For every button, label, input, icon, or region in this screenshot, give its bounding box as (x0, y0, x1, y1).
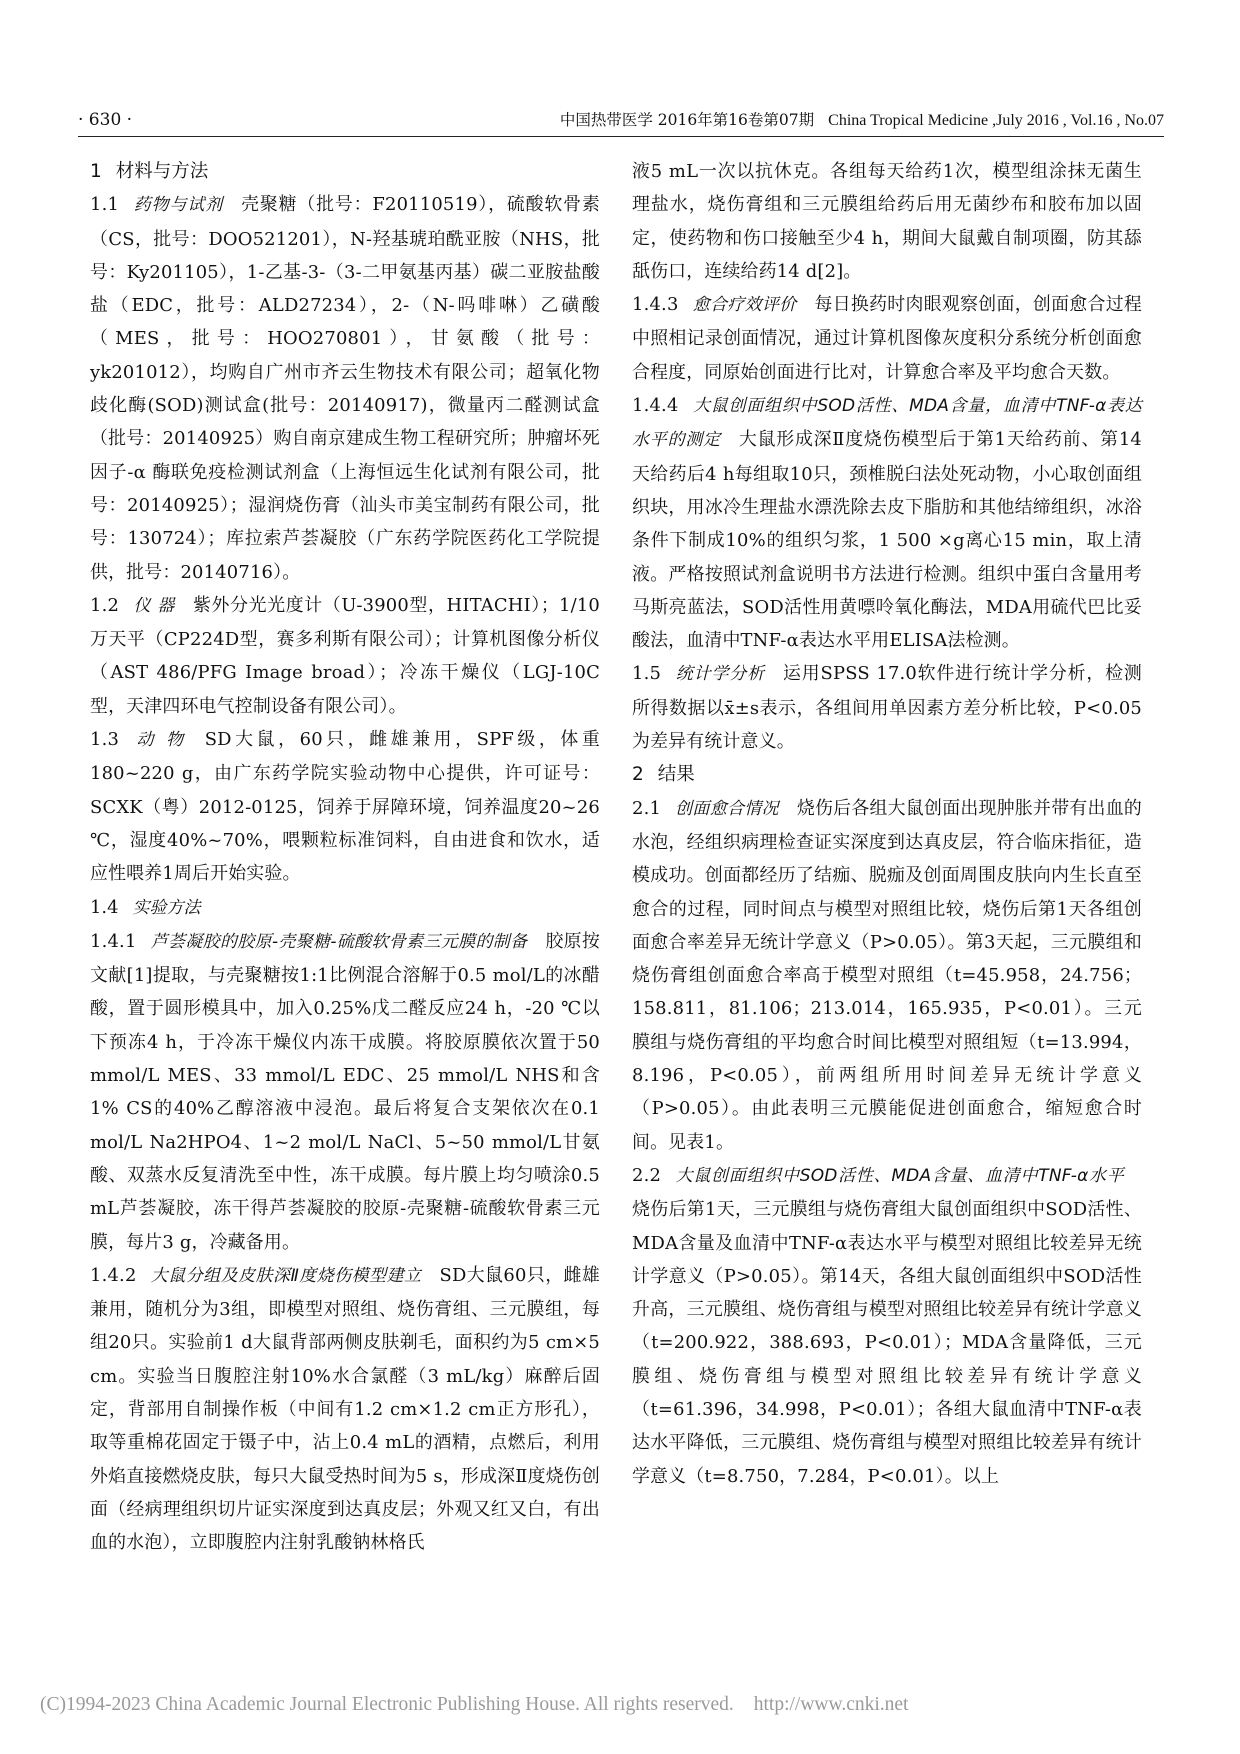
page-number: · 630 · (78, 110, 133, 130)
subheading-1-5: 统计学分析 (675, 664, 766, 685)
paragraph-2-1: 2.1 创面愈合情况 烧伤后各组大鼠创面出现肿胀并带有出血的水泡，经组织病理检查证实深度到达真皮层，符合临床指征，造模成功。创面都经历了结痂、脱痂及创面周围皮肤向内生长直至愈合的过程，同时间点与模型对照组比较，烧伤后第1天各组创面愈合率差异无统计学意义（P>0.05）。第3天起，三元膜组和烧伤膏组创面愈合率高于模型对照组（t=45.958，24.756；158.811，81.106；213.014，165.935，P<0.01）。三元膜组与烧伤膏组的平均愈合时间比模型对照组短（t=13.994，8.196，P<0.05），前两组所用时间差异无统计学意义（P>0.05）。由此表明三元膜能促进创面愈合，缩短愈合时间。见表1。 (632, 797, 1142, 1153)
journal-name-cn: 中国热带医学 2016年第16卷第07期 (559, 111, 815, 129)
copyright-notice: (C)1994-2023 China Academic Journal Electronic Publishing House. All rights reserved. (40, 1694, 734, 1715)
paragraph-2-2: 2.2 大鼠创面组织中SOD活性、MDA含量、血清中TNF-α水平烧伤后第1天，三元膜组与烧伤膏组大鼠创面组织中SOD活性、MDA含量及血清中TNF-α表达水平与模型对照组比较差异无统计学意义（P>0.05）。第14天，各组大鼠创面组织中SOD活性升高，三元膜组、烧伤膏组与模型对照组比较差异有统计学意义（t=200.922，388.693，P<0.01）；MDA含量降低，三元膜组、烧伤膏组与模型对照组比较差异有统计学意义（t=61.396，34.998，P<0.01）；各组大鼠血清中TNF-α表达水平降低，三元膜组、烧伤膏组与模型对照组比较差异有统计学意义（t=8.750，7.284，P<0.01）。以上 (632, 1164, 1142, 1487)
subheading-1-4-4: 大鼠创面组织中SOD活性、MDA含量，血清中TNF-α表达水平的测定 (632, 396, 1142, 451)
paragraph-1-1: 1.1 药物与试剂 壳聚糖（批号：F20110519），硫酸软骨素（CS，批号：DOO521201），N-羟基琥珀酰亚胺（NHS，批号：Ky201105），1-乙基-3-（3-二甲氨基丙基）碳二亚胺盐酸盐（EDC，批号：ALD27234），2-（N-吗啡啉）乙磺酸（MES，批号：HOO270801），甘氨酸（批号：yk201012），均购自广州市齐云生物技术有限公司；超氧化物歧化酶(SOD)测试盒(批号：20140917)，微量丙二醛测试盒（批号：20140925）购自南京建成生物工程研究所；肿瘤坏死因子-α 酶联免疫检测试剂盒（上海恒远生化试剂有限公司，批号：20140925）；湿润烧伤膏（汕头市美宝制药有限公司，批号：130724）；库拉索芦荟凝胶（广东药学院医药化工学院提供，批号：20140716）。 (90, 194, 601, 583)
subheading-1-4-3: 愈合疗效评价 (692, 295, 797, 316)
subheading-1-2: 仪 器 (133, 595, 175, 616)
left-column (90, 155, 600, 1559)
paragraph-1-4-4: 1.4.4 大鼠创面组织中SOD活性、MDA含量，血清中TNF-α表达水平的测定 大鼠形成深Ⅱ度烧伤模型后于第1天给药前、第14天给药后4 h每组取10只，颈椎脱臼法处死动物，小心取创面组织块，用冰冷生理盐水漂洗除去皮下脂肪和其他结缔组织，冰浴条件下制成10%的组织匀浆，1 500 ×g离心15 min，取上清液。严格按照试剂盒说明书方法进行检测。组织中蛋白含量用考马斯亮蓝法，SOD活性用黄嘌呤氧化酶法，MDA用硫代巴比妥酸法，血清中TNF-α表达水平用ELISA法检测。 (632, 395, 1142, 652)
paragraph-1-5: 1.5 统计学分析 运用SPSS 17.0软件进行统计学分析，检测所得数据以x̄±s表示，各组间用单因素方差分析比较，P<0.05为差异有统计意义。 (632, 663, 1143, 753)
paragraph-1-4-1: 1.4.1 芦荟凝胶的胶原-壳聚糖-硫酸软骨素三元膜的制备 胶原按文献[1]提取，与壳聚糖按1:1比例混合溶解于0.5 mol/L的冰醋酸，置于圆形模具中，加入0.25%戊二醛反应24 h，-20 ℃以下预冻4 h，于冷冻干燥仪内冻干成膜。将胶原膜依次置于50 mmol/L MES、33 mmol/L EDC、25 mmol/L NHS和含1% CS的40%乙醇溶液中浸泡。最后将复合支架依次在0.1 mol/L Na2HPO4、1~2 mol/L NaCl、5~50 mmol/L甘氨酸、双蒸水反复清洗至中性，冻干成膜。每片膜上均匀喷涂0.5 mL芦荟凝胶，冻干得芦荟凝胶的胶原-壳聚糖-硫酸软骨素三元膜，每片3 g，冷藏备用。 (90, 930, 600, 1253)
subheading-1-4: 1.4 实验方法 (90, 896, 201, 918)
copyright-footer (40, 1694, 1200, 1716)
journal-citation (560, 108, 1164, 133)
running-header (78, 108, 1164, 137)
subheading-1-3: 动 物 (133, 730, 187, 751)
subheading-1-4-2: 大鼠分组及皮肤深Ⅱ度烧伤模型建立 (150, 1265, 422, 1286)
subheading-2-1: 创面愈合情况 (675, 798, 779, 819)
paragraph-1-4-3: 1.4.3 愈合疗效评价 每日换药时肉眼观察创面，创面愈合过程中照相记录创面情况，通过计算机图像灰度积分系统分析创面愈合程度，同原始创面进行比对，计算愈合率及平均愈合天数。 (632, 294, 1142, 383)
subheading-1-1: 药物与试剂 (133, 195, 224, 216)
section-heading-1: 1 材料与方法 (90, 161, 209, 182)
journal-name-en: China Tropical Medicine ,July 2016 , Vol.16 , No.07 (828, 112, 1164, 129)
paragraph-1-4-2: 1.4.2 大鼠分组及皮肤深Ⅱ度烧伤模型建立 SD大鼠60只，雌雄兼用，随机分为3组，即模型对照组、烧伤膏组、三元膜组，每组20只。实验前1 d大鼠背部两侧皮肤剃毛，面积约为5 cm×5 cm。实验当日腹腔注射10%水合氯醛（3 mL/kg）麻醉后固定，背部用自制操作板（中间有1.2 cm×1.2 cm正方形孔），取等重棉花固定于镊子中，沾上0.4 mL的酒精，点燃后，利用外焰直接燃烧皮肤，每只大鼠受热时间为5 s，形成深Ⅱ度烧伤创面（经病理组织切片证实深度到达真皮层；外观又红又白，有出血的水泡），立即腹腔内注射乳酸钠林格氏 (90, 1264, 600, 1554)
section-heading-2: 2 结果 (632, 764, 695, 786)
subheading-1-4-1: 芦荟凝胶的胶原-壳聚糖-硫酸软骨素三元膜的制备 (150, 931, 528, 952)
paragraph-1-3: 1.3 动 物 SD大鼠，60只，雌雄兼用，SPF级，体重180~220 g，由广东药学院实验动物中心提供，许可证号：SCXK（粤）2012-0125，饲养于屏障环境，饲养温度20~26 ℃，湿度40%~70%，喂颗粒标准饲料，自由进食和饮水，适应性喂养1周后开始实验。 (90, 729, 600, 885)
paragraph-continued: 液5 mL一次以抗休克。各组每天给药1次，模型组涂抹无菌生理盐水，烧伤膏组和三元膜组给药后用无菌纱布和胶布加以固定，使药物和伤口接触至少4 h，期间大鼠戴自制项圈，防其舔舐伤口，连续给药14 d[2]。 (632, 161, 1142, 282)
cnki-link[interactable]: http://www.cnki.net (753, 1694, 909, 1715)
subheading-2-2: 大鼠创面组织中SOD活性、MDA含量、血清中TNF-α水平 (675, 1165, 1124, 1186)
right-column (632, 155, 1142, 1493)
paragraph-1-2: 1.2 仪 器 紫外分光光度计（U-3900型，HITACHI）；1/10万天平（CP224D型，赛多利斯有限公司）；计算机图像分析仪（AST 486/PFG Image broad）；冷冻干燥仪（LGJ-10C型，天津四环电气控制设备有限公司）。 (90, 594, 600, 717)
